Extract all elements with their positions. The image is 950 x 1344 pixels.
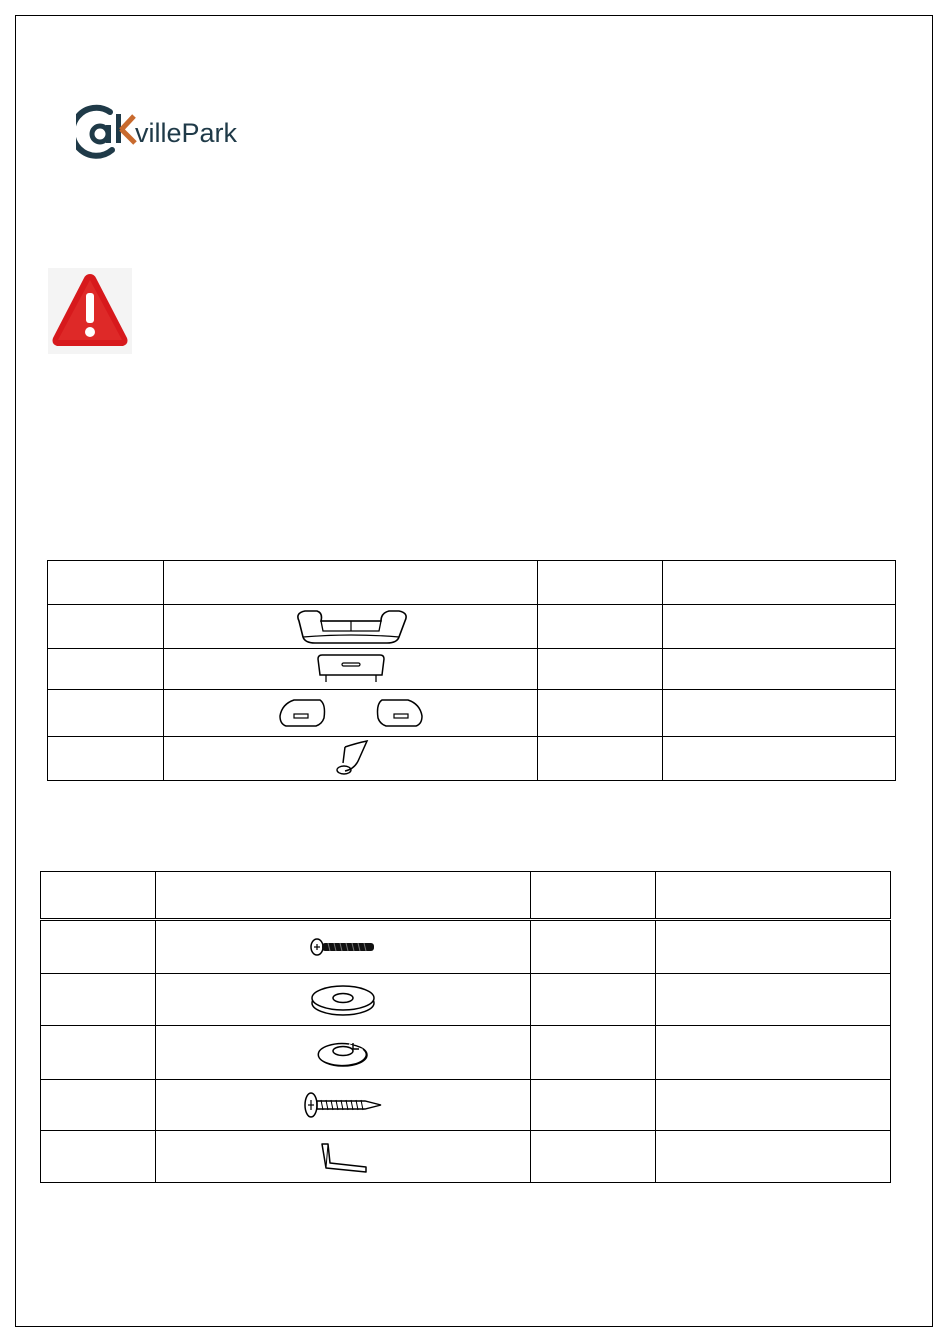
- quantity-cell: [531, 1131, 656, 1183]
- part-id-cell: [41, 1131, 156, 1183]
- header-cell: [656, 872, 891, 920]
- note-cell: [656, 974, 891, 1026]
- note-cell: [663, 649, 896, 690]
- part-image-cell: [164, 737, 538, 781]
- table-row: [48, 690, 896, 737]
- flat-washer-icon: [308, 981, 378, 1019]
- note-cell: [656, 920, 891, 974]
- header-cell: [156, 872, 531, 920]
- hardware-table: [40, 871, 891, 1183]
- parts-table: [47, 560, 896, 781]
- header-cell: [663, 561, 896, 605]
- table-row: [41, 1131, 891, 1183]
- header-cell: [531, 872, 656, 920]
- brand-logo: [76, 100, 276, 160]
- note-cell: [656, 1131, 891, 1183]
- part-image-cell: [156, 1080, 531, 1131]
- part-id-cell: [48, 690, 164, 737]
- header-cell: [164, 561, 538, 605]
- bolt-icon: [308, 934, 378, 960]
- table-row: [41, 974, 891, 1026]
- note-cell: [663, 690, 896, 737]
- table-row: [41, 920, 891, 974]
- allen-key-icon: [316, 1139, 370, 1175]
- part-image-cell: [164, 649, 538, 690]
- part-id-cell: [41, 1080, 156, 1131]
- part-image-cell: [164, 605, 538, 649]
- header-cell: [48, 561, 164, 605]
- part-id-cell: [48, 649, 164, 690]
- quantity-cell: [531, 1080, 656, 1131]
- armrest-pair-icon: [276, 694, 426, 732]
- quantity-cell: [538, 649, 663, 690]
- warning-triangle-icon: [48, 268, 132, 354]
- note-cell: [663, 605, 896, 649]
- table-row: [41, 1026, 891, 1080]
- sofa-frame-icon: [289, 607, 413, 647]
- part-image-cell: [156, 1026, 531, 1080]
- parts-table-header: [48, 561, 896, 605]
- quantity-cell: [538, 690, 663, 737]
- quantity-cell: [531, 920, 656, 974]
- quantity-cell: [531, 1026, 656, 1080]
- lock-washer-icon: [313, 1035, 373, 1071]
- wood-screw-icon: [301, 1089, 385, 1121]
- note-cell: [663, 737, 896, 781]
- part-image-cell: [164, 690, 538, 737]
- table-row: [48, 605, 896, 649]
- part-image-cell: [156, 974, 531, 1026]
- leg-icon: [329, 739, 373, 779]
- table-row: [41, 1080, 891, 1131]
- part-id-cell: [48, 605, 164, 649]
- part-image-cell: [156, 920, 531, 974]
- part-id-cell: [41, 974, 156, 1026]
- part-id-cell: [41, 1026, 156, 1080]
- logo-wordmark: villePark: [135, 118, 238, 148]
- quantity-cell: [538, 737, 663, 781]
- header-cell: [538, 561, 663, 605]
- quantity-cell: [531, 974, 656, 1026]
- note-cell: [656, 1080, 891, 1131]
- table-row: [48, 649, 896, 690]
- note-cell: [656, 1026, 891, 1080]
- header-cell: [41, 872, 156, 920]
- seat-panel-icon: [314, 651, 388, 687]
- part-id-cell: [41, 920, 156, 974]
- quantity-cell: [538, 605, 663, 649]
- table-row: [48, 737, 896, 781]
- part-image-cell: [156, 1131, 531, 1183]
- part-id-cell: [48, 737, 164, 781]
- hardware-table-header: [41, 872, 891, 920]
